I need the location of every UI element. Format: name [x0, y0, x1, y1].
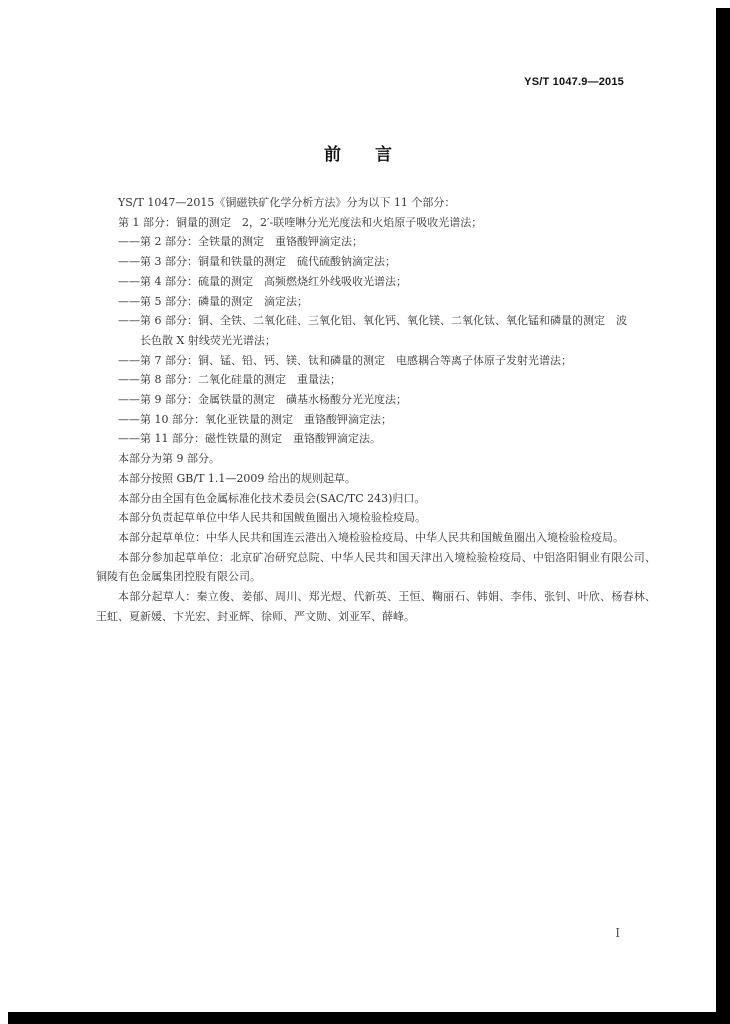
foreword-body: [96, 193, 656, 626]
page-number: I: [615, 926, 620, 940]
standard-code: YS/T 1047.9—2015: [524, 76, 624, 88]
page-shadow-right: [716, 8, 730, 1024]
page-title: 前言: [324, 145, 426, 165]
list-item: ——第 7 部分：铜、锰、铅、钙、镁、钛和磷量的测定 电感耦合等离子体原子发射光谱法；: [118, 353, 572, 367]
list-item: ——第 9 部分：金属铁量的测定 磺基水杨酸分光光度法；: [118, 393, 407, 407]
intro-paragraph: YS/T 1047—2015《铜磁铁矿化学分析方法》分为以下 11 个部分：: [118, 196, 456, 209]
paragraph-drafting-units: 本部分起草单位：中华人民共和国连云港出入境检验检疫局、中华人民共和国鲅鱼圈出入境检验检疫局。: [118, 530, 624, 544]
paragraph-committee: 本部分由全国有色金属标准化技术委员会(SAC/TC 243)归口。: [118, 491, 426, 505]
paragraph-responsible-unit: 本部分负责起草单位中华人民共和国鲅鱼圈出入境检验检疫局。: [118, 511, 426, 525]
list-item: ——第 8 部分：二氧化硅量的测定 重量法；: [118, 373, 341, 387]
page-shadow-bottom: [8, 1012, 730, 1024]
paragraph-drafting-rules: 本部分按照 GB/T 1.1—2009 给出的规则起草。: [118, 471, 356, 485]
paragraph-part-number: 本部分为第 9 部分。: [118, 452, 220, 466]
list-item: ——第 6 部分：铜、全铁、二氧化硅、三氧化铝、氧化钙、氧化镁、二氧化钛、氧化锰和磷量的测定 波 长色散 X 射线荧光光谱法；: [96, 311, 656, 350]
list-item: ——第 4 部分：硫量的测定 高频燃烧红外线吸收光谱法；: [118, 274, 407, 288]
list-item: ——第 11 部分：磁性铁量的测定 重铬酸钾滴定法。: [118, 432, 381, 446]
list-item: 第 1 部分：铜量的测定 2，2′-联喹啉分光光度法和火焰原子吸收光谱法；: [118, 215, 483, 229]
list-item: ——第 5 部分：磷量的测定 滴定法；: [118, 294, 308, 308]
list-item-continuation: 长色散 X 射线荧光光谱法；: [140, 333, 276, 347]
list-item: ——第 3 部分：铜量和铁量的测定 硫代硫酸钠滴定法；: [118, 255, 396, 269]
list-item: ——第 10 部分：氧化亚铁量的测定 重铬酸钾滴定法；: [118, 412, 392, 426]
paragraph-drafters: 本部分起草人：秦立俊、姜郁、周川、郑光煜、代新英、王恒、鞠丽石、韩娟、李伟、张钊、叶欣、杨春林、王虹、夏新媛、卞光宏、封亚辉、徐师、严文勋、刘亚军、薛峰。: [96, 590, 656, 623]
list-item: ——第 2 部分：全铁量的测定 重铬酸钾滴定法；: [118, 235, 363, 249]
paragraph-participating-units: 本部分参加起草单位：北京矿冶研究总院、中华人民共和国天津出入境检验检疫局、中铝洛阳铜业有限公司、铜陵有色金属集团控股有限公司。: [96, 550, 656, 584]
